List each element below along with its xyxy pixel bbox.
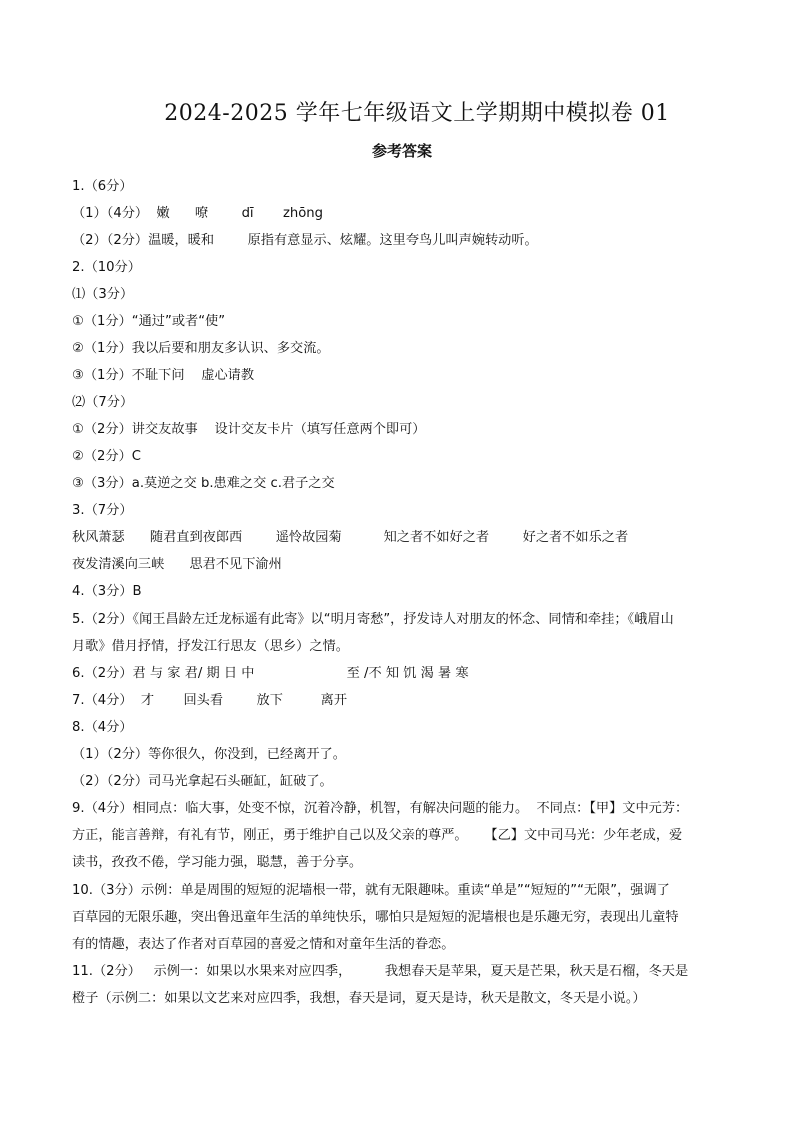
q2-heading: 2.（10分） xyxy=(72,260,141,275)
q2-part2-item2: ②（2分）C xyxy=(72,449,141,464)
q8-part1-answer: （1）（2分）等你很久，你没到，已经离开了。 xyxy=(72,747,346,762)
page-title: 2024-2025 学年七年级语文上学期期中模拟卷 01 xyxy=(164,101,670,126)
q8-part2-answer: （2）（2分）司马光拿起石头砸缸，缸破了。 xyxy=(72,774,333,789)
q2-part1-heading: ⑴（3分） xyxy=(72,287,134,302)
q3-answer-line1: 秋风萧瑟 随君直到夜郎西 遥怜故园菊 知之者不如好之者 好之者不如乐之者 xyxy=(72,530,629,545)
q1-heading: 1.（6分） xyxy=(72,179,133,194)
q2-part2-item3: ③（3分）a.莫逆之交 b.患难之交 c.君子之交 xyxy=(72,476,335,491)
q5-answer-line2: 月歌》借月抒情，抒发江行思友（思乡）之情。 xyxy=(72,639,349,654)
q7-answer: 7.（4分） 才 回头看 放下 离开 xyxy=(72,693,348,708)
q2-part1-item3: ③（1分）不耻下问 虚心请教 xyxy=(72,368,255,383)
q3-answer-line2: 夜发清溪向三峡 思君不见下渝州 xyxy=(72,557,282,572)
q2-part1-item2: ②（1分）我以后要和朋友多认识、多交流。 xyxy=(72,341,330,356)
page-subtitle: 参考答案 xyxy=(371,142,432,160)
q10-answer-line1: 10.（3分）示例：单是周围的短短的泥墙根一带，就有无限趣味。重读“单是”“短短的”“无限”，强调了 xyxy=(72,883,670,898)
q9-answer-line3: 读书，孜孜不倦，学习能力强，聪慧，善于分享。 xyxy=(72,855,363,870)
q8-heading: 8.（4分） xyxy=(72,720,133,735)
q11-answer-line1: 11.（2分） 示例一：如果以水果来对应四季， 我想春天是苹果，夏天是芒果，秋天是石榴，冬天是 xyxy=(72,964,689,979)
q1-part2-answer: （2）（2分）温暖，暖和 原指有意显示、炫耀。这里夸鸟儿叫声婉转动听。 xyxy=(72,233,538,248)
q5-answer-line1: 5.（2分）《闻王昌龄左迁龙标遥有此寄》以“明月寄愁”，抒发诗人对朋友的怀念、同情和牵挂；《峨眉山 xyxy=(72,612,674,627)
q2-part1-item1: ①（1分）“通过”或者“使” xyxy=(72,314,226,329)
q2-part2-item1: ①（2分）讲交友故事 设计交友卡片（填写任意两个即可） xyxy=(72,422,426,437)
q10-answer-line2: 百草园的无限乐趣，突出鲁迅童年生活的单纯快乐，哪怕只是短短的泥墙根也是乐趣无穷，表现出儿童特 xyxy=(72,910,679,925)
q1-part1-answer: （1）（4分） 嫩 嘹 dī zhōng xyxy=(72,206,324,221)
q9-answer-line2: 方正，能言善辩，有礼有节，刚正，勇于维护自己以及父亲的尊严。 【乙】文中司马光：少年老成，爱 xyxy=(72,828,683,843)
q11-answer-line2: 橙子（示例二：如果以文艺来对应四季，我想，春天是词，夏天是诗，秋天是散文，冬天是小说。） xyxy=(72,991,646,1006)
q4-answer: 4.（3分）B xyxy=(72,584,142,599)
q6-answer: 6.（2分）君 与 家 君/ 期 日 中 至 /不 知 饥 渴 暑 寒 xyxy=(72,666,469,681)
q2-part2-heading: ⑵（7分） xyxy=(72,395,134,410)
q9-answer-line1: 9.（4分）相同点：临大事，处变不惊，沉着冷静，机智，有解决问题的能力。 不同点：【甲】文中元芳： xyxy=(72,801,689,816)
q10-answer-line3: 有的情趣，表达了作者对百草园的喜爱之情和对童年生活的眷恋。 xyxy=(72,937,455,952)
q3-heading: 3.（7分） xyxy=(72,503,133,518)
